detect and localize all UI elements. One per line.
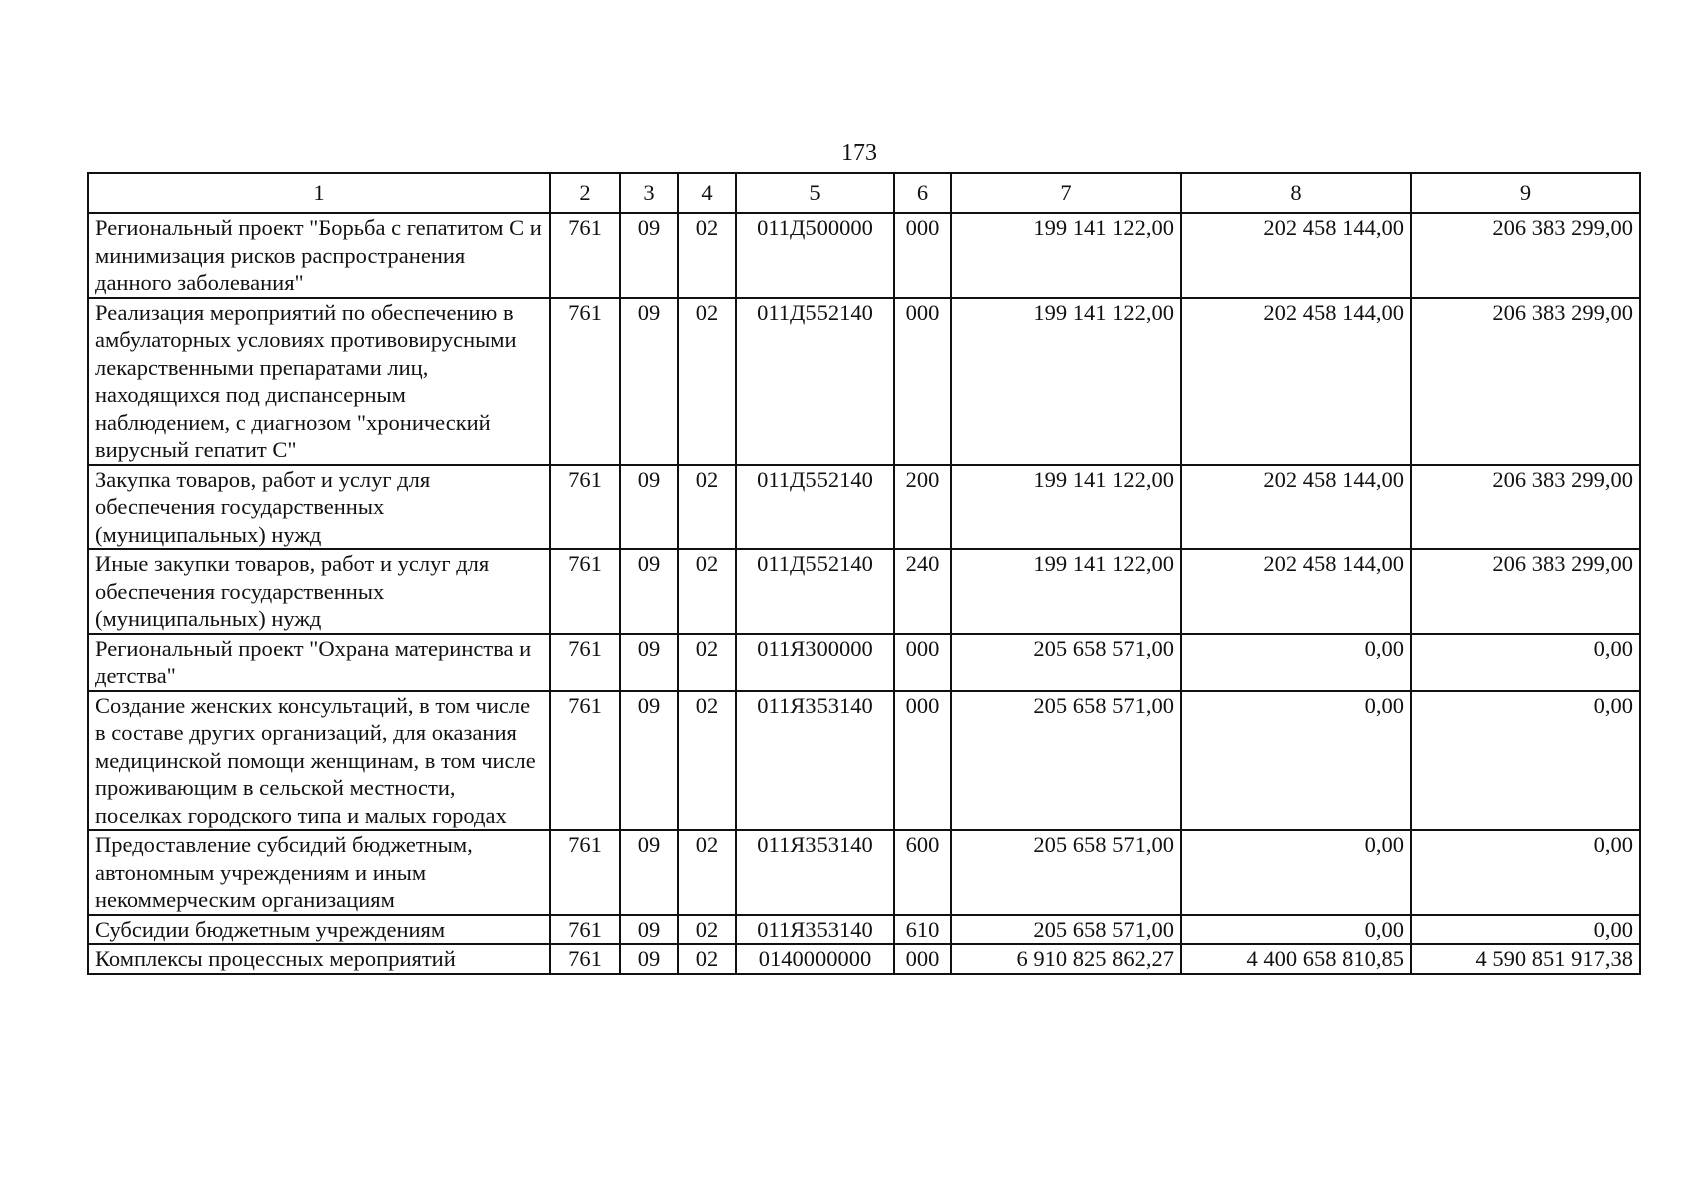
expense-type-code: 000 bbox=[894, 691, 951, 831]
amount-col8: 4 400 658 810,85 bbox=[1181, 944, 1411, 974]
budget-table bbox=[87, 172, 1641, 975]
amount-col8: 202 458 144,00 bbox=[1181, 465, 1411, 550]
amount-col9: 206 383 299,00 bbox=[1411, 213, 1640, 298]
amount-col7: 199 141 122,00 bbox=[951, 465, 1181, 550]
amount-col7: 199 141 122,00 bbox=[951, 213, 1181, 298]
expense-type-code: 610 bbox=[894, 915, 951, 945]
target-article-code: 011Я353140 bbox=[736, 915, 894, 945]
row-name: Создание женских консультаций, в том числе в составе других организаций, для оказания медицинской помощи женщинам, в том числе проживающим в сельской местности, поселках городского типа и малых городах bbox=[88, 691, 550, 831]
amount-col8: 202 458 144,00 bbox=[1181, 298, 1411, 465]
table-row bbox=[88, 915, 1640, 945]
column-header: 8 bbox=[1181, 173, 1411, 213]
row-name: Закупка товаров, работ и услуг для обеспечения государственных (муниципальных) нужд bbox=[88, 465, 550, 550]
column-header: 3 bbox=[620, 173, 678, 213]
row-name: Региональный проект "Охрана материнства и детства" bbox=[88, 634, 550, 691]
target-article-code: 011Д500000 bbox=[736, 213, 894, 298]
ministry-code: 761 bbox=[550, 298, 620, 465]
table-row bbox=[88, 944, 1640, 974]
amount-col8: 202 458 144,00 bbox=[1181, 213, 1411, 298]
section-code: 09 bbox=[620, 465, 678, 550]
amount-col7: 205 658 571,00 bbox=[951, 691, 1181, 831]
subsection-code: 02 bbox=[678, 213, 736, 298]
amount-col7: 199 141 122,00 bbox=[951, 549, 1181, 634]
column-header: 6 bbox=[894, 173, 951, 213]
amount-col7: 199 141 122,00 bbox=[951, 298, 1181, 465]
ministry-code: 761 bbox=[550, 691, 620, 831]
ministry-code: 761 bbox=[550, 465, 620, 550]
amount-col9: 0,00 bbox=[1411, 691, 1640, 831]
column-header: 7 bbox=[951, 173, 1181, 213]
section-code: 09 bbox=[620, 944, 678, 974]
table-row bbox=[88, 691, 1640, 831]
row-name: Региональный проект "Борьба с гепатитом С и минимизация рисков распространения данного заболевания" bbox=[88, 213, 550, 298]
amount-col8: 0,00 bbox=[1181, 830, 1411, 915]
subsection-code: 02 bbox=[678, 915, 736, 945]
section-code: 09 bbox=[620, 830, 678, 915]
subsection-code: 02 bbox=[678, 830, 736, 915]
section-code: 09 bbox=[620, 549, 678, 634]
amount-col7: 205 658 571,00 bbox=[951, 830, 1181, 915]
amount-col9: 0,00 bbox=[1411, 634, 1640, 691]
row-name: Предоставление субсидий бюджетным, автономным учреждениям и иным некоммерческим организациям bbox=[88, 830, 550, 915]
row-name: Иные закупки товаров, работ и услуг для обеспечения государственных (муниципальных) нужд bbox=[88, 549, 550, 634]
table-row bbox=[88, 830, 1640, 915]
target-article-code: 011Я300000 bbox=[736, 634, 894, 691]
table-row bbox=[88, 298, 1640, 465]
page-number: 173 bbox=[841, 140, 877, 166]
expense-type-code: 000 bbox=[894, 944, 951, 974]
column-header: 2 bbox=[550, 173, 620, 213]
amount-col9: 206 383 299,00 bbox=[1411, 465, 1640, 550]
expense-type-code: 200 bbox=[894, 465, 951, 550]
target-article-code: 011Д552140 bbox=[736, 298, 894, 465]
ministry-code: 761 bbox=[550, 915, 620, 945]
subsection-code: 02 bbox=[678, 549, 736, 634]
column-header: 1 bbox=[88, 173, 550, 213]
amount-col9: 4 590 851 917,38 bbox=[1411, 944, 1640, 974]
section-code: 09 bbox=[620, 915, 678, 945]
amount-col8: 0,00 bbox=[1181, 634, 1411, 691]
amount-col7: 6 910 825 862,27 bbox=[951, 944, 1181, 974]
target-article-code: 011Я353140 bbox=[736, 830, 894, 915]
subsection-code: 02 bbox=[678, 298, 736, 465]
column-header: 4 bbox=[678, 173, 736, 213]
column-header: 9 bbox=[1411, 173, 1640, 213]
amount-col9: 206 383 299,00 bbox=[1411, 298, 1640, 465]
ministry-code: 761 bbox=[550, 830, 620, 915]
subsection-code: 02 bbox=[678, 634, 736, 691]
table-row bbox=[88, 465, 1640, 550]
table-row bbox=[88, 213, 1640, 298]
column-header: 5 bbox=[736, 173, 894, 213]
target-article-code: 011Д552140 bbox=[736, 465, 894, 550]
row-name: Комплексы процессных мероприятий bbox=[88, 944, 550, 974]
ministry-code: 761 bbox=[550, 213, 620, 298]
ministry-code: 761 bbox=[550, 549, 620, 634]
section-code: 09 bbox=[620, 213, 678, 298]
target-article-code: 011Д552140 bbox=[736, 549, 894, 634]
amount-col9: 0,00 bbox=[1411, 915, 1640, 945]
amount-col7: 205 658 571,00 bbox=[951, 915, 1181, 945]
amount-col9: 206 383 299,00 bbox=[1411, 549, 1640, 634]
amount-col7: 205 658 571,00 bbox=[951, 634, 1181, 691]
table-row bbox=[88, 634, 1640, 691]
table-row bbox=[88, 549, 1640, 634]
subsection-code: 02 bbox=[678, 944, 736, 974]
amount-col8: 202 458 144,00 bbox=[1181, 549, 1411, 634]
target-article-code: 011Я353140 bbox=[736, 691, 894, 831]
ministry-code: 761 bbox=[550, 634, 620, 691]
subsection-code: 02 bbox=[678, 465, 736, 550]
amount-col8: 0,00 bbox=[1181, 915, 1411, 945]
amount-col9: 0,00 bbox=[1411, 830, 1640, 915]
ministry-code: 761 bbox=[550, 944, 620, 974]
expense-type-code: 000 bbox=[894, 213, 951, 298]
amount-col8: 0,00 bbox=[1181, 691, 1411, 831]
section-code: 09 bbox=[620, 634, 678, 691]
expense-type-code: 000 bbox=[894, 298, 951, 465]
section-code: 09 bbox=[620, 298, 678, 465]
row-name: Реализация мероприятий по обеспечению в амбулаторных условиях противовирусными лекарственными препаратами лиц, находящихся под диспансерным наблюдением, с диагнозом "хронический вирусный гепатит С" bbox=[88, 298, 550, 465]
target-article-code: 0140000000 bbox=[736, 944, 894, 974]
subsection-code: 02 bbox=[678, 691, 736, 831]
expense-type-code: 240 bbox=[894, 549, 951, 634]
row-name: Субсидии бюджетным учреждениям bbox=[88, 915, 550, 945]
table-header-row bbox=[88, 173, 1640, 213]
expense-type-code: 600 bbox=[894, 830, 951, 915]
section-code: 09 bbox=[620, 691, 678, 831]
expense-type-code: 000 bbox=[894, 634, 951, 691]
